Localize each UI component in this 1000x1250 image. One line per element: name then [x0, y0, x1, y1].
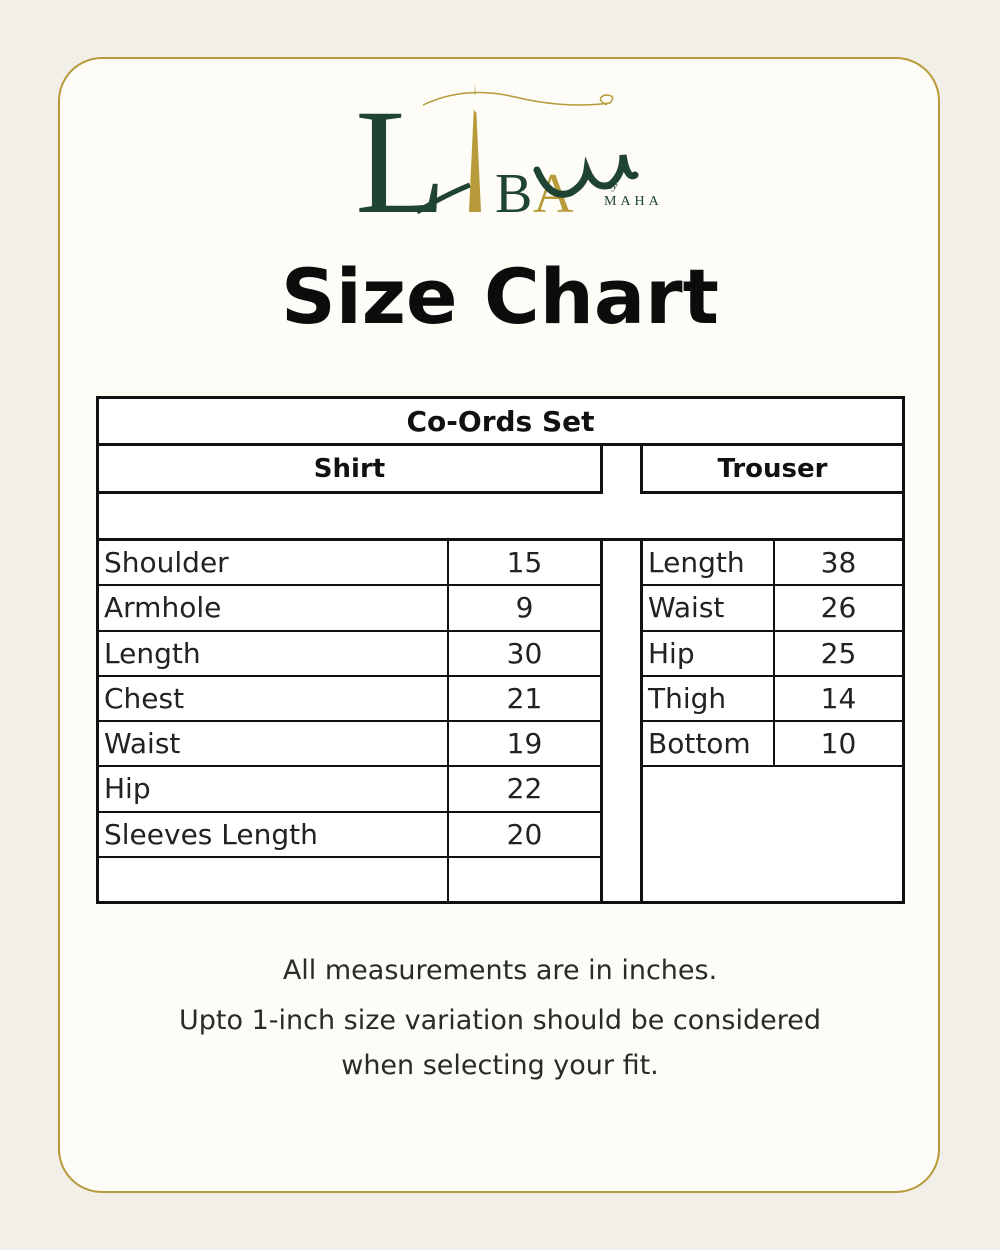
table-row [99, 632, 600, 677]
measurement-label: Waist [643, 586, 775, 629]
column-gap [603, 446, 640, 494]
measurement-label: Chest [99, 677, 449, 720]
note-fit: when selecting your fit. [341, 1050, 659, 1081]
measurement-label: Armhole [99, 586, 449, 629]
measurement-label: Hip [643, 632, 775, 675]
table-heading: Co-Ords Set [99, 399, 902, 446]
measurement-value: 21 [506, 681, 543, 715]
table-row [99, 541, 600, 586]
table-row [643, 541, 902, 586]
svg-text:B: B [495, 163, 533, 220]
size-table [96, 396, 905, 904]
table-row [99, 722, 600, 767]
measurement-value: 22 [506, 772, 543, 806]
measurement-label: Shoulder [99, 541, 449, 584]
spacer-row [99, 494, 902, 541]
trouser-header: Trouser [640, 446, 902, 494]
table-row [99, 767, 600, 812]
note-units: All measurements are in inches. [282, 955, 718, 986]
measurement-label: Length [643, 541, 775, 584]
measurement-value [449, 858, 600, 903]
table-row [643, 677, 902, 722]
measurement-label [99, 858, 449, 903]
table-row [643, 722, 902, 767]
table-row [99, 677, 600, 722]
measurement-value: 19 [506, 727, 543, 761]
svg-text:L: L [355, 79, 447, 220]
logo-by-text: by [607, 180, 618, 192]
trouser-measurements [640, 541, 902, 901]
measurement-label: Waist [99, 722, 449, 765]
measurement-value: 9 [515, 591, 534, 625]
measurement-value: 20 [506, 817, 543, 851]
table-row [99, 858, 600, 903]
measurement-label: Sleeves Length [99, 813, 449, 856]
shirt-header: Shirt [99, 446, 603, 494]
measurement-value: 10 [820, 727, 857, 761]
measurement-value: 38 [820, 546, 857, 579]
svg-text:A: A [533, 163, 574, 220]
measurement-label: Length [99, 632, 449, 675]
measurement-value: 30 [506, 636, 543, 670]
table-row [643, 586, 902, 631]
measurement-value: 14 [820, 681, 857, 715]
note-variation: Upto 1-inch size variation should be considered [179, 1005, 821, 1036]
measurement-label: Bottom [643, 722, 775, 765]
table-row [99, 586, 600, 631]
shirt-measurements [99, 541, 603, 903]
measurement-label: Thigh [643, 677, 775, 720]
logo-maker-text: MAHA [604, 194, 663, 209]
table-row [643, 632, 902, 677]
page-title: Size Chart [280, 252, 719, 341]
table-row [99, 813, 600, 858]
measurement-value: 26 [820, 591, 857, 625]
measurement-label: Hip [99, 767, 449, 810]
measurement-value: 15 [506, 546, 543, 579]
measurement-value: 25 [820, 636, 857, 670]
